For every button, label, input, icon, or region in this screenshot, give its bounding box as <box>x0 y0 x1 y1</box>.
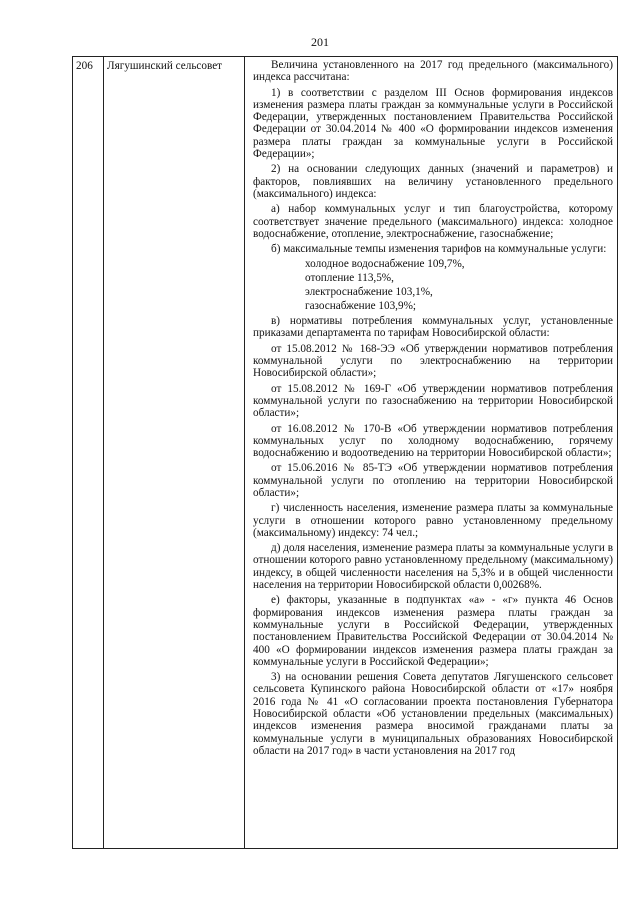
paragraph: 3) на основании решения Совета депутатов Лягушенского сельсовет сельсовета Купинского района Новосибирской области от «17» ноября 2016 года № 41 «О согласовании проекта постановления Губернатора Новосибирской области «Об установлении предельных (максимальных) индексов изменения размера вносимой гражданами платы за коммунальные услуги в муниципальных образованиях Новосибирской области на 2017 год» в части установления на 2017 год <box>253 671 613 757</box>
paragraph: г) численность населения, изменение размера платы за коммунальные услуги в отношении которого равно установленному предельному (максимальному) индексу: 74 чел.; <box>253 502 613 539</box>
tariff-rate: отопление 113,5%, <box>305 272 394 285</box>
paragraph: от 15.08.2012 № 169-Г «Об утверждении нормативов потребления коммунальной услуги по газоснабжению на территории Новосибирской области»; <box>253 382 613 420</box>
table-row <box>73 57 618 849</box>
document-table <box>72 56 618 849</box>
tariff-rate: холодное водоснабжение 109,7%, <box>305 258 465 271</box>
page-number: 201 <box>311 35 329 49</box>
tariff-rate: электроснабжение 103,1%, <box>305 286 433 299</box>
paragraph: 1) в соответствии с разделом III Основ формирования индексов изменения размера платы граждан за коммунальные услуги в Российской Федерации, утвержденных постановлением Правительства Российской Федерации от 30.04.2014 № 400 «О формировании индексов изменения размера платы граждан за коммунальные услуги в Российской Федерации»; <box>253 86 613 161</box>
paragraph: от 16.08.2012 № 170-В «Об утверждении нормативов потребления коммунальных услуг по холодному водоснабжению, горячему водоснабжению и водоотведению на территории Новосибирской области»; <box>253 422 613 460</box>
paragraph: а) набор коммунальных услуг и тип благоустройства, которому соответствует значение предельного (максимального) индекса: холодное водоснабжение, отопление, электроснабжение, газоснабжение; <box>253 203 613 240</box>
paragraph: д) доля населения, изменение размера платы за коммунальные услуги в отношении которого равно установленному предельному (максимальному) индексу, в общей численности населения на 5,3% и в общей численности населения на территории Новосибирской области 0,00268%. <box>253 542 613 592</box>
description-cell <box>245 57 618 849</box>
tariff-rates-list <box>253 258 613 312</box>
paragraph: от 15.08.2012 № 168-ЭЭ «Об утверждении нормативов потребления коммунальной услуги по электроснабжению на территории Новосибирской области»; <box>253 342 613 380</box>
row-number: 206 <box>73 57 104 849</box>
paragraph: е) факторы, указанные в подпунктах «а» - «г» пункта 46 Основ формирования индексов изменения размера платы граждан за коммунальные услуги в Российской Федерации, утвержденных постановлением Правительства Российской Федерации от 30.04.2014 № 400 «О формировании индексов изменения размера платы граждан за коммунальные услуги в Российской Федерации»; <box>253 594 613 668</box>
paragraph: в) нормативы потребления коммунальных услуг, установленные приказами департамента по тарифам Новосибирской области: <box>253 315 613 340</box>
paragraph: Величина установленного на 2017 год предельного (максимального) индекса рассчитана: <box>253 59 613 84</box>
tariff-rate: газоснабжение 103,9%; <box>305 299 416 312</box>
municipality-name: Лягушинский сельсовет <box>104 57 245 849</box>
paragraph: 2) на основании следующих данных (значений и параметров) и факторов, повлиявших на величину установленного предельного (максимального) индекса: <box>253 163 613 200</box>
paragraph: б) максимальные темпы изменения тарифов на коммунальные услуги: <box>271 243 607 256</box>
paragraph: от 15.06.2016 № 85-ТЭ «Об утверждении нормативов потребления коммунальной услуги по отоплению на территории Новосибирской области»; <box>253 462 613 499</box>
